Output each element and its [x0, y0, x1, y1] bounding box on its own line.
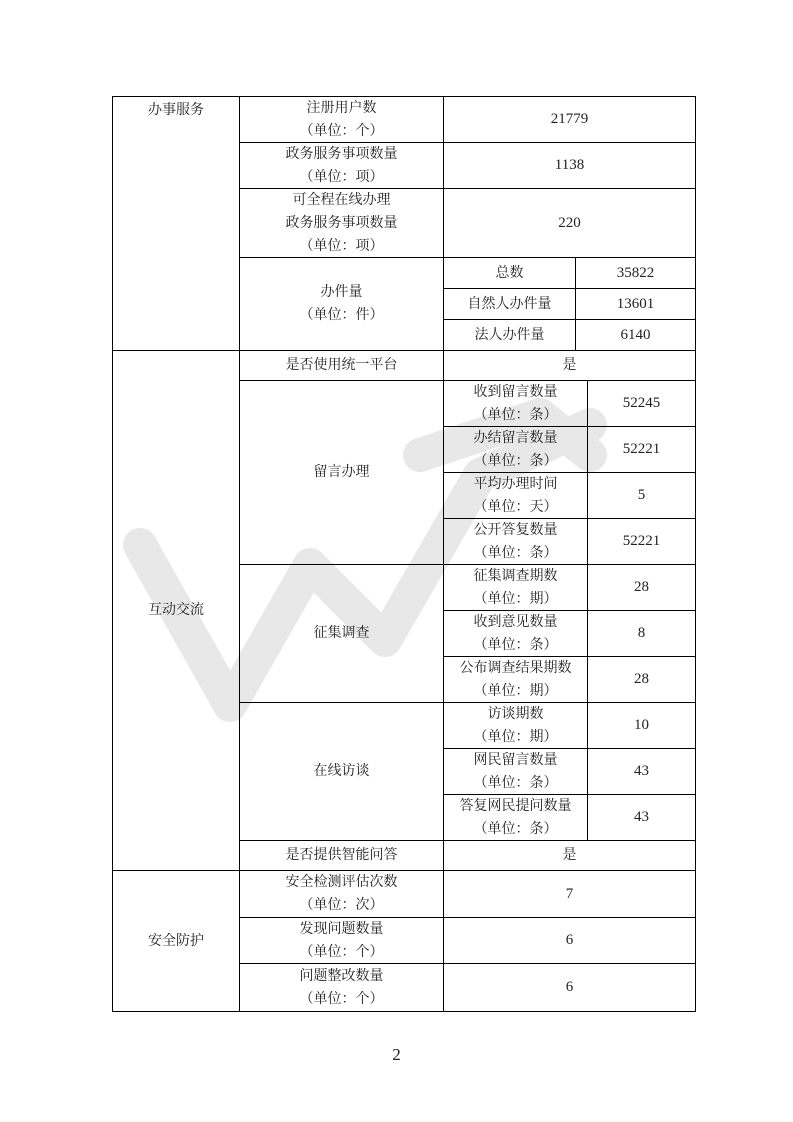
- unified-platform-label: 是否使用统一平台: [285, 357, 398, 373]
- message-row-value: 52221: [622, 533, 661, 549]
- interview-row-label: 网民留言数量 （单位：条）: [473, 751, 558, 791]
- section-service-label: 办事服务: [148, 102, 204, 118]
- security-row-label: 问题整改数量 （单位：个）: [299, 967, 384, 1007]
- registered-users-label: 注册用户数 （单位：个）: [299, 99, 384, 139]
- message-row-label: 平均办理时间 （单位：天）: [473, 475, 558, 515]
- interview-row-label: 访谈期数 （单位：期）: [473, 705, 558, 745]
- online-items-label: 可全程在线办理 政务服务事项数量 （单位：项）: [285, 191, 398, 254]
- security-row-label: 发现问题数量 （单位：个）: [299, 920, 384, 960]
- security-row-value: 6: [565, 932, 574, 948]
- security-row-value: 7: [565, 885, 574, 902]
- handled-legal-label: 法人办件量: [474, 326, 545, 343]
- smart-qa-value: 是: [562, 847, 577, 863]
- messages-label: 留言办理: [313, 464, 370, 480]
- message-row-label: 办结留言数量 （单位：条）: [473, 429, 558, 469]
- survey-row-label: 征集调查期数 （单位：期）: [473, 567, 558, 607]
- table-border-bottom: [112, 1011, 696, 1012]
- handled-natural-label: 自然人办件量: [467, 295, 552, 312]
- section-interaction-label: 互动交流: [148, 602, 204, 618]
- survey-row-value: 28: [634, 671, 649, 687]
- interview-label: 在线访谈: [313, 763, 370, 779]
- message-row-label: 公开答复数量 （单位：条）: [473, 521, 558, 561]
- handled-label: 办件量 （单位：件）: [299, 284, 384, 323]
- online-items-value: 220: [558, 214, 581, 231]
- service-items-value: 1138: [554, 157, 585, 173]
- message-row-value: 52245: [622, 395, 661, 411]
- unified-platform-value: 是: [562, 357, 577, 373]
- survey-row-value: 28: [634, 579, 649, 595]
- table-border-right: [695, 96, 696, 1012]
- survey-label: 征集调查: [313, 625, 370, 641]
- smart-qa-label: 是否提供智能问答: [285, 847, 398, 863]
- message-row-value: 52221: [622, 441, 661, 457]
- page-number: 2: [392, 1045, 401, 1064]
- security-row-value: 6: [565, 979, 574, 995]
- interview-row-value: 10: [634, 717, 649, 733]
- survey-row-label: 收到意见数量 （单位：条）: [473, 613, 558, 653]
- handled-natural-value: 13601: [616, 295, 655, 312]
- service-items-label: 政务服务事项数量 （单位：项）: [285, 145, 398, 185]
- handled-total-label: 总数: [495, 264, 524, 281]
- interview-row-value: 43: [634, 763, 649, 779]
- survey-row-value: 8: [637, 625, 646, 641]
- interview-row-label: 答复网民提问数量 （单位：条）: [459, 797, 572, 837]
- message-row-value: 5: [637, 487, 646, 503]
- handled-legal-value: 6140: [620, 326, 651, 343]
- survey-row-label: 公布调查结果期数 （单位：期）: [459, 659, 572, 699]
- interview-row-value: 43: [634, 809, 649, 825]
- registered-users-value: 21779: [550, 111, 589, 127]
- handled-total-value: 35822: [616, 264, 655, 281]
- message-row-label: 收到留言数量 （单位：条）: [473, 383, 558, 423]
- security-row-label: 安全检测评估次数 （单位：次）: [285, 874, 398, 913]
- section-security-label: 安全防护: [148, 932, 204, 949]
